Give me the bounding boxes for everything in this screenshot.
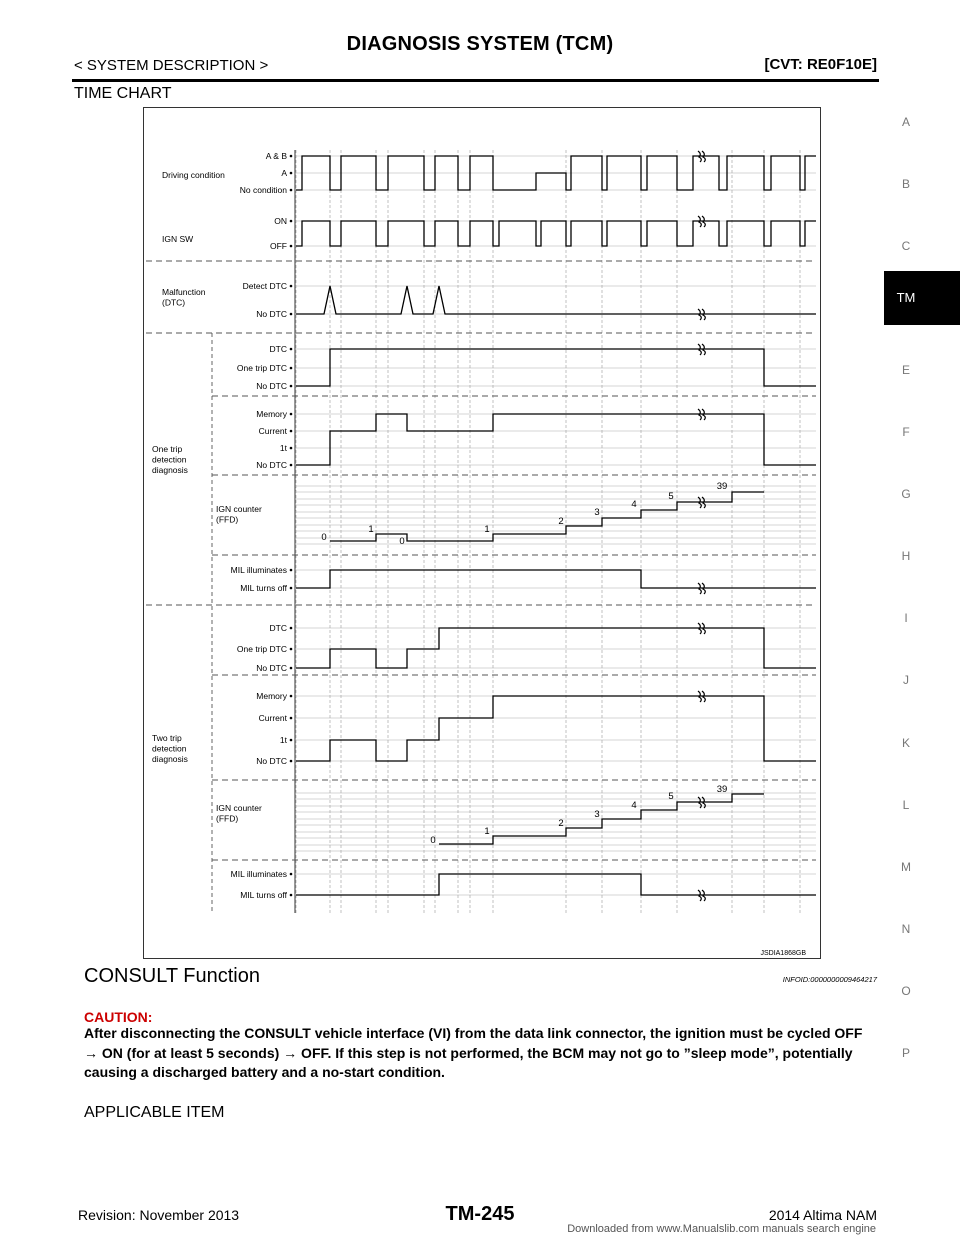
ign-count-two: 0 xyxy=(430,835,436,846)
ign-count-one: 1 xyxy=(368,524,374,535)
footer-revision: Revision: November 2013 xyxy=(78,1207,240,1223)
level-one-mil: MIL turns off xyxy=(240,583,287,593)
level-malfunction-dot xyxy=(290,285,293,288)
ign-count-one: 5 xyxy=(668,491,674,502)
ign-count-two: 39 xyxy=(716,784,728,795)
ign-count-one: 4 xyxy=(631,499,637,510)
section-index-p[interactable]: P xyxy=(901,1046,910,1060)
level-two-mil: MIL turns off xyxy=(240,890,287,900)
consult-heading: CONSULT Function xyxy=(84,965,260,987)
level-malfunction: No DTC xyxy=(256,309,287,319)
section-index-c[interactable]: C xyxy=(901,239,911,253)
group-one-trip: diagnosis xyxy=(152,465,188,475)
section-index-e[interactable]: E xyxy=(901,363,910,377)
level-driving-dot xyxy=(290,189,293,192)
ign-count-two: 2 xyxy=(558,818,564,829)
section-index-f[interactable]: F xyxy=(902,425,910,439)
level-one-dtc-dot xyxy=(290,367,293,370)
group-one-trip: detection xyxy=(152,454,187,465)
level-malfunction: Detect DTC xyxy=(242,281,287,291)
ign-count-two: 1 xyxy=(484,826,490,837)
footer-model: 2014 Altima NAM xyxy=(768,1207,877,1223)
section-index-i[interactable]: I xyxy=(904,611,908,625)
level-two-dtc-dot xyxy=(290,648,293,651)
level-one-ffd-dot xyxy=(290,464,293,467)
section-index-n[interactable]: N xyxy=(901,922,911,936)
level-two-ign: IGN counter xyxy=(216,803,262,813)
waveform-two-dtc xyxy=(296,628,816,668)
section-index-g[interactable]: G xyxy=(901,487,911,501)
level-two-mil-dot xyxy=(290,873,293,876)
section-index-b[interactable]: B xyxy=(901,177,910,191)
level-one-ffd: No DTC xyxy=(256,460,287,470)
level-two-ffd-dot xyxy=(290,739,293,742)
footer-page-number: TM-245 xyxy=(445,1203,515,1225)
level-two-dtc-dot xyxy=(290,667,293,670)
level-two-ffd-dot xyxy=(290,717,293,720)
level-one-ffd-dot xyxy=(290,413,293,416)
time-chart-svg xyxy=(144,108,822,960)
ign-count-one: 2 xyxy=(558,516,564,527)
ign-count-one: 1 xyxy=(484,524,490,535)
page-title: DIAGNOSIS SYSTEM (TCM) xyxy=(346,33,614,55)
ign-count-one: 3 xyxy=(594,507,600,518)
level-two-ffd: Current xyxy=(258,713,287,723)
waveform-two-ffd xyxy=(296,696,816,761)
waveform-one-ign xyxy=(330,492,764,541)
level-one-dtc: No DTC xyxy=(256,381,287,391)
waveform-malfunction xyxy=(296,286,816,314)
level-two-dtc: One trip DTC xyxy=(236,644,287,654)
level-two-ffd: Memory xyxy=(256,691,287,701)
section-tab-tm[interactable] xyxy=(884,271,960,325)
group-two-trip: Two trip xyxy=(152,733,182,743)
time-chart-figure xyxy=(143,107,821,959)
level-one-ffd-dot xyxy=(290,447,293,450)
group-two-trip: detection xyxy=(152,743,187,754)
level-two-dtc: No DTC xyxy=(256,663,287,673)
level-one-mil-dot xyxy=(290,587,293,590)
level-one-ign: (FFD) xyxy=(216,514,239,525)
waveform-two-mil xyxy=(296,874,816,895)
level-driving-dot xyxy=(290,172,293,175)
level-two-mil-dot xyxy=(290,894,293,897)
time-chart-heading: TIME CHART xyxy=(74,85,172,102)
level-two-ffd: No DTC xyxy=(256,756,287,766)
group-ign-sw: IGN SW xyxy=(162,234,194,244)
level-two-ffd-dot xyxy=(290,695,293,698)
caution-title: CAUTION: xyxy=(84,1009,153,1025)
waveform-one-ffd xyxy=(296,414,816,465)
info-id: INFOID:0000000009464217 xyxy=(782,975,877,984)
section-index-o[interactable]: O xyxy=(901,984,911,998)
level-one-dtc: DTC xyxy=(269,344,287,354)
level-ign-dot xyxy=(290,245,293,248)
level-one-ign: IGN counter xyxy=(216,504,262,514)
ign-count-one: 0 xyxy=(321,532,327,543)
section-index-k[interactable]: K xyxy=(901,736,910,750)
section-label: < SYSTEM DESCRIPTION > xyxy=(74,57,269,74)
level-one-dtc-dot xyxy=(290,348,293,351)
group-driving-condition: Driving condition xyxy=(162,170,225,180)
group-one-trip: One trip xyxy=(152,444,183,454)
level-one-ffd: Current xyxy=(258,426,287,436)
ign-count-two: 3 xyxy=(594,809,600,820)
level-ign: OFF xyxy=(270,241,287,251)
section-index-l[interactable]: L xyxy=(902,798,910,812)
ign-count-one: 39 xyxy=(716,481,728,492)
level-one-ffd: 1t xyxy=(279,443,287,453)
ign-count-two: 4 xyxy=(631,800,637,811)
waveform-ign-sw xyxy=(296,221,816,246)
level-one-ffd-dot xyxy=(290,430,293,433)
group-malfunction: (DTC) xyxy=(162,297,186,308)
section-index-j[interactable]: J xyxy=(903,673,909,687)
level-driving: A & B xyxy=(265,151,287,161)
waveform-one-dtc xyxy=(296,349,816,386)
header-rule xyxy=(72,79,879,82)
level-driving-dot xyxy=(290,155,293,158)
ign-count-one: 0 xyxy=(399,536,405,547)
level-ign-dot xyxy=(290,220,293,223)
level-two-mil: MIL illuminates xyxy=(230,869,287,879)
level-two-dtc: DTC xyxy=(269,623,287,633)
level-one-dtc: One trip DTC xyxy=(236,363,287,373)
document-code: [CVT: RE0F10E] xyxy=(764,56,877,73)
footer-download-link[interactable]: Downloaded from www.Manualslib.com manuals search engine xyxy=(567,1223,876,1235)
section-index-m[interactable]: M xyxy=(901,860,911,874)
level-one-mil: MIL illuminates xyxy=(230,565,287,575)
waveform-one-mil xyxy=(296,570,816,588)
figure-id: JSDIA1868GB xyxy=(760,950,806,957)
applicable-item-heading: APPLICABLE ITEM xyxy=(84,1104,225,1121)
section-tab-label: TM xyxy=(896,290,916,305)
level-two-dtc-dot xyxy=(290,627,293,630)
level-one-ffd: Memory xyxy=(256,409,287,419)
level-driving: A xyxy=(281,168,287,178)
level-one-mil-dot xyxy=(290,569,293,572)
level-two-ffd: 1t xyxy=(279,735,287,745)
section-index-a[interactable]: A xyxy=(901,115,910,129)
group-malfunction: Malfunction xyxy=(162,287,206,297)
group-two-trip: diagnosis xyxy=(152,754,188,764)
level-one-dtc-dot xyxy=(290,385,293,388)
level-ign: ON xyxy=(274,216,287,226)
caution-text: After disconnecting the CONSULT vehicle interface (VI) from the data link connector, the ignition must be cycled OFF → ON (for at least 5 seconds) → OFF. If this step is not performed, the BCM may not go to ”sleep mode”, potentially causing a discharged battery and a no-start condition. xyxy=(84,1025,863,1080)
level-two-ffd-dot xyxy=(290,760,293,763)
section-index-h[interactable]: H xyxy=(901,549,911,563)
level-two-ign: (FFD) xyxy=(216,813,239,824)
level-malfunction-dot xyxy=(290,313,293,316)
level-driving: No condition xyxy=(239,185,287,195)
ign-count-two: 5 xyxy=(668,791,674,802)
